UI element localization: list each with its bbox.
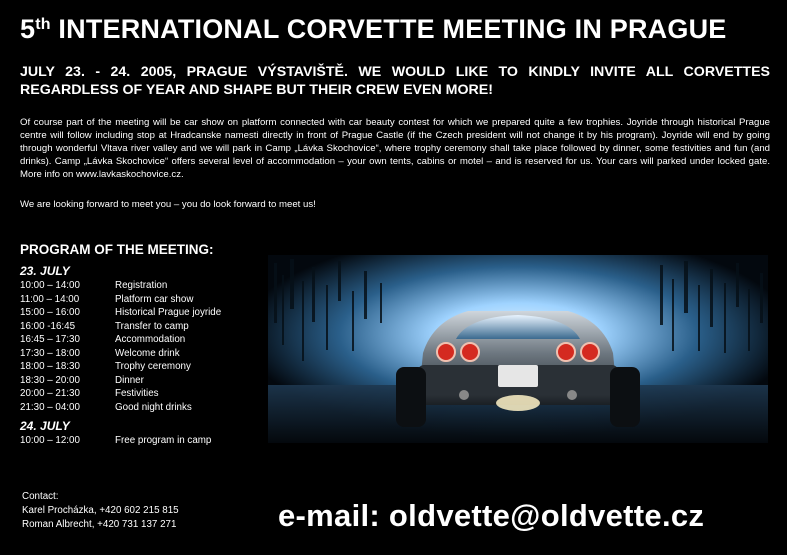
page-title: 5th INTERNATIONAL CORVETTE MEETING IN PRAGUE [20,14,727,44]
event-subtitle: JULY 23. - 24. 2005, PRAGUE VÝSTAVIŠTĚ. WE WOULD LIKE TO KINDLY INVITE ALL CORVETTES REGARDLESS OF YEAR AND SHAPE BUT THEIR CREW EVEN MORE! [20,64,770,98]
schedule-row: 15:00 – 16:00 Historical Prague joyride [20,307,222,318]
schedule-row: 18:30 – 20:00 Dinner [20,374,144,386]
description-paragraph: Of course part of the meeting will be car show on platform connected with car beauty contest for which we prepared quite a few trophies. Joyride through historical Prague centre will follow including stop at Hradcanske namesti directly in front of Prague Castle (if the Czech president will not change it by his program). Joyride will end by going through wonderful Vltava river valley and we will park in Camp „Lávka Skochovice“, where trophy ceremony shall take place followed by dinner, some festivities and fun (and drinks). Camp „Lávka Skochovice“ offers several level of accommodation – your own tents, cabins or motel – and is reserved for us. Your cars will parked under locked gate. More info on www.lavkaskochovice.cz. [20,117,770,180]
title-superscript: th [35,16,51,33]
schedule-row: 18:00 – 18:30 Trophy ceremony [20,361,191,372]
schedule-row: 21:30 – 04:00 Good night drinks [20,401,192,413]
schedule-row: 11:00 – 14:00 Platform car show [20,293,194,305]
schedule-row: 16:45 – 17:30 Accommodation [20,334,186,345]
contact-person: Roman Albrecht, +420 731 137 271 [22,519,177,530]
email-address[interactable]: e-mail: oldvette@oldvette.cz [278,498,705,533]
contact-block [22,490,179,532]
closing-line: We are looking forward to meet you – you do look forward to meet us! [20,199,316,210]
corvette-illustration [268,255,768,443]
contact-person: Karel Procházka, +420 602 215 815 [22,505,179,516]
schedule-row: 17:30 – 18:00 Welcome drink [20,347,180,359]
contact-label: Contact: [22,491,59,502]
schedule-24-july [20,434,270,448]
schedule-row: 10:00 – 14:00 Registration [20,280,168,291]
corvette-photo [268,255,768,443]
schedule-row: 20:00 – 21:30 Festivities [20,388,159,399]
schedule-row: 10:00 – 12:00 Free program in camp [20,435,212,446]
program-heading: PROGRAM OF THE MEETING: [20,242,214,257]
day-label-24-july: 24. JULY [20,419,70,433]
day-label-23-july: 23. JULY [20,264,70,278]
schedule-row: 16:00 -16:45 Transfer to camp [20,320,189,332]
schedule-23-july [20,279,270,414]
